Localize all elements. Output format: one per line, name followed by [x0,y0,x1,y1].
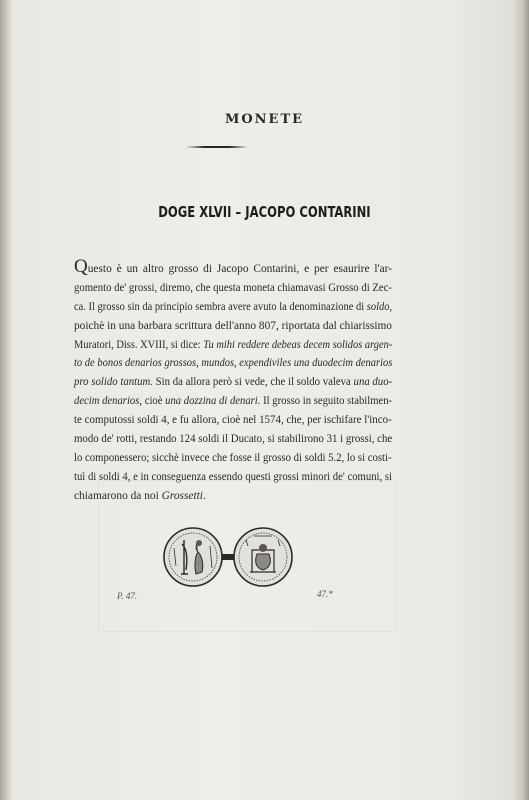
italic-text: soldo [366,300,390,313]
italic-text: to de bonos denarios grossos, mundos, expendiviles una duodecim denarios [74,357,393,370]
text-segment: ca. Il grosso sin da principio sembra avere avuto la denominazione di [74,300,367,313]
text-line [74,298,393,317]
text-line [74,256,392,279]
text-segment: te computossi soldi 4, e fu allora, cioè nel 1574, che, per ischifare l'inco- [74,414,392,427]
text-line [74,336,393,355]
text-segment: , cioè [139,395,166,408]
text-segment: lo componessero; sicchè invece che fosse il grosso di soldi 5.2, lo si costi- [74,451,392,464]
text-segment: . [202,489,206,502]
text-line [74,430,393,449]
chapter-heading: DOGE XLVII – JACOPO CONTARINI [158,203,371,221]
coin-connector [222,554,234,560]
coin-illustration [162,526,294,588]
text-line [74,449,392,468]
text-segment: gomento de' grossi, diremo, che questa moneta chiamavasi Grosso di Zec- [74,281,392,294]
coin-obverse [164,528,222,586]
text-segment: uesto è un altro grosso di Jacopo Contarini, e per esaurire l'ar- [87,263,392,275]
italic-text: una dozzina di denari. [165,395,261,408]
text-segment: modo de' rotti, restando 124 soldi il Ducato, si stabilirono 31 i grossi, che [74,433,393,446]
text-segment: Muratori, Diss. XVIII, si dice: [74,338,204,351]
text-line [74,392,393,411]
italic-text: Grossetti [161,489,203,502]
text-segment: Il grosso in seguito stabilmen- [260,395,393,408]
body-paragraph [74,256,393,506]
coin-reverse [234,528,292,586]
drop-initial: Q [74,256,88,277]
text-segment: Sin da allora però si vede, che il soldo valeva [152,376,354,389]
text-segment: , [389,300,393,313]
text-line [74,411,392,430]
text-segment: tuì di soldi 4, e in conseguenza essendo questi grossi minori de' comuni, si [74,470,392,483]
italic-text: decim denarios [74,395,140,408]
text-line [74,317,391,336]
italic-text: Tu mihi reddere debeas decem solidos argen- [203,338,393,351]
plate-label-left: P. 47. [117,591,138,601]
text-segment: poichè in una barbara scrittura dell'anno 807, riportata dal chiarissimo [74,319,392,332]
section-title: MONETE [224,112,305,127]
text-line [74,279,392,298]
text-segment: chiamarono da noi [74,489,162,502]
italic-text: una duo- [353,376,393,389]
text-line [74,373,393,392]
title-rule [186,146,248,148]
plate-label-right: 47.* [317,589,333,599]
text-line [74,354,393,373]
italic-text: pro solido tantum. [74,376,153,389]
